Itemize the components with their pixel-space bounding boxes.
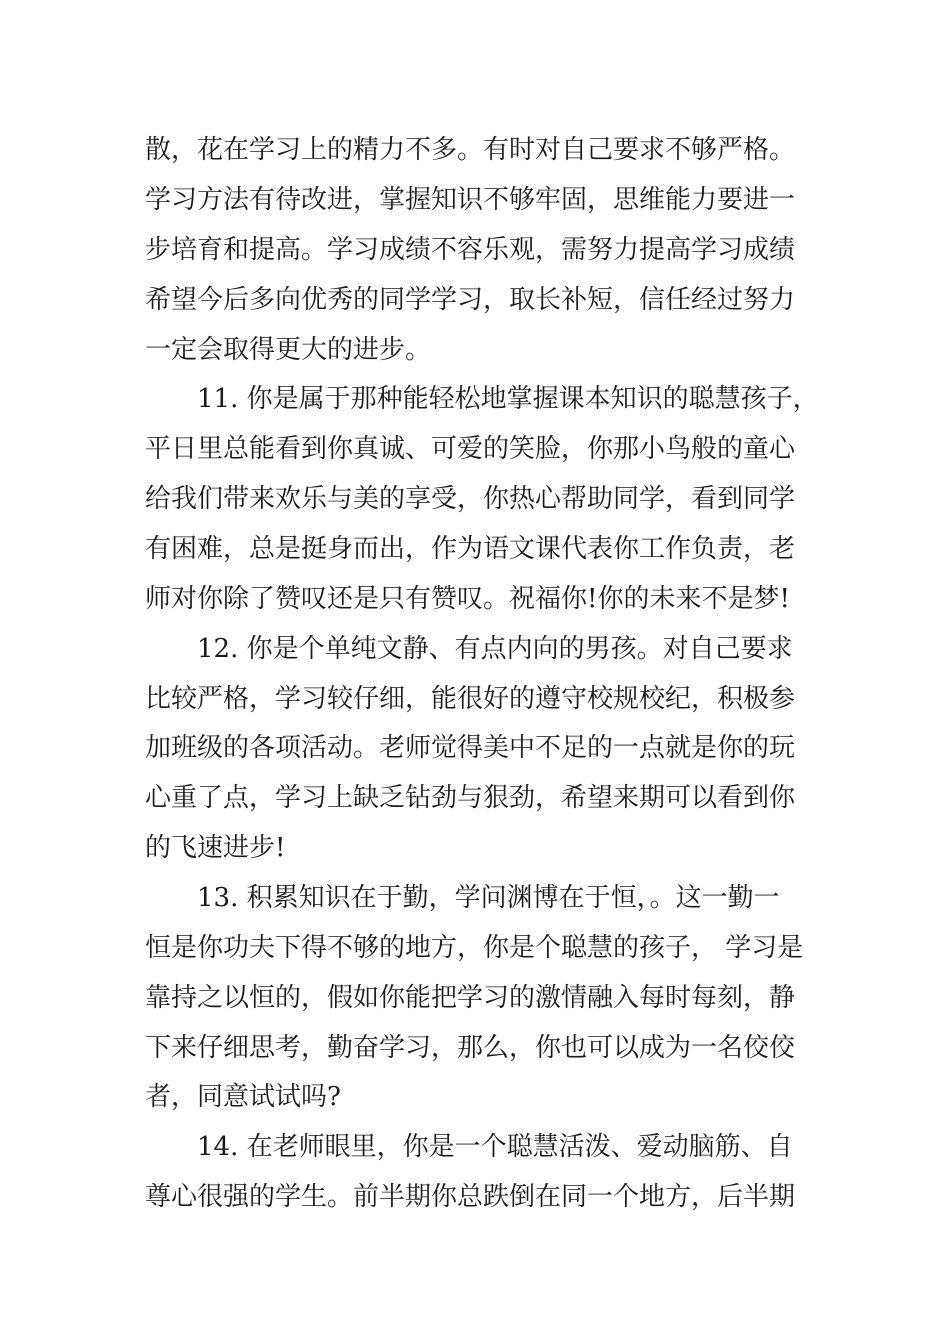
text-line: 一定会取得更大的进步。 xyxy=(145,335,432,365)
text-line: 希望今后多向优秀的同学学习，取长补短，信任经过努力 xyxy=(145,285,796,315)
text-line: 平日里总能看到你真诚、可爱的笑脸，你那小鸟般的童心 xyxy=(145,434,796,464)
text-line: 靠持之以恒的，假如你能把学习的激情融入每时每刻，静 xyxy=(145,983,796,1013)
text-line: 比较严格，学习较仔细，能很好的遵守校规校纪，积极参 xyxy=(145,684,796,714)
text-line: 下来仔细思考，勤奋学习，那么，你也可以成为一名佼佼 xyxy=(145,1033,796,1063)
text-line: 的飞速进步! xyxy=(145,833,286,863)
paragraph-14-start: 14. 在老师眼里，你是一个聪慧活泼、爱动脑筋、自 xyxy=(197,1132,793,1162)
paragraph-12-start: 12. 你是个单纯文静、有点内向的男孩。对自己要求 xyxy=(197,634,793,664)
text-line: 步培育和提高。学习成绩不容乐观，需努力提高学习成绩 xyxy=(145,235,796,265)
paragraph-11-start: 11. 你是属于那种能轻松地掌握课本知识的聪慧孩子， xyxy=(197,384,819,414)
text-line: 散，花在学习上的精力不多。有时对自己要求不够严格。 xyxy=(145,135,796,165)
text-line: 学习方法有待改进，掌握知识不够牢固，思维能力要进一 xyxy=(145,185,796,215)
text-line: 给我们带来欢乐与美的享受，你热心帮助同学，看到同学 xyxy=(145,484,796,514)
text-line: 恒是你功夫下得不够的地方，你是个聪慧的孩子， 学习是 xyxy=(145,933,804,963)
text-line: 心重了点，学习上缺乏钻劲与狠劲，希望来期可以看到你 xyxy=(145,783,796,813)
paragraph-13-start: 13. 积累知识在于勤，学问渊博在于恒，。这一勤一 xyxy=(197,883,780,913)
text-line: 有困难，总是挺身而出，作为语文课代表你工作负责，老 xyxy=(145,534,796,564)
text-line: 者，同意试试吗? xyxy=(145,1082,341,1112)
text-line: 尊心很强的学生。前半期你总跌倒在同一个地方，后半期 xyxy=(145,1182,796,1212)
text-line: 师对你除了赞叹还是只有赞叹。祝福你!你的未来不是梦! xyxy=(145,584,790,614)
text-line: 加班级的各项活动。老师觉得美中不足的一点就是你的玩 xyxy=(145,733,796,763)
